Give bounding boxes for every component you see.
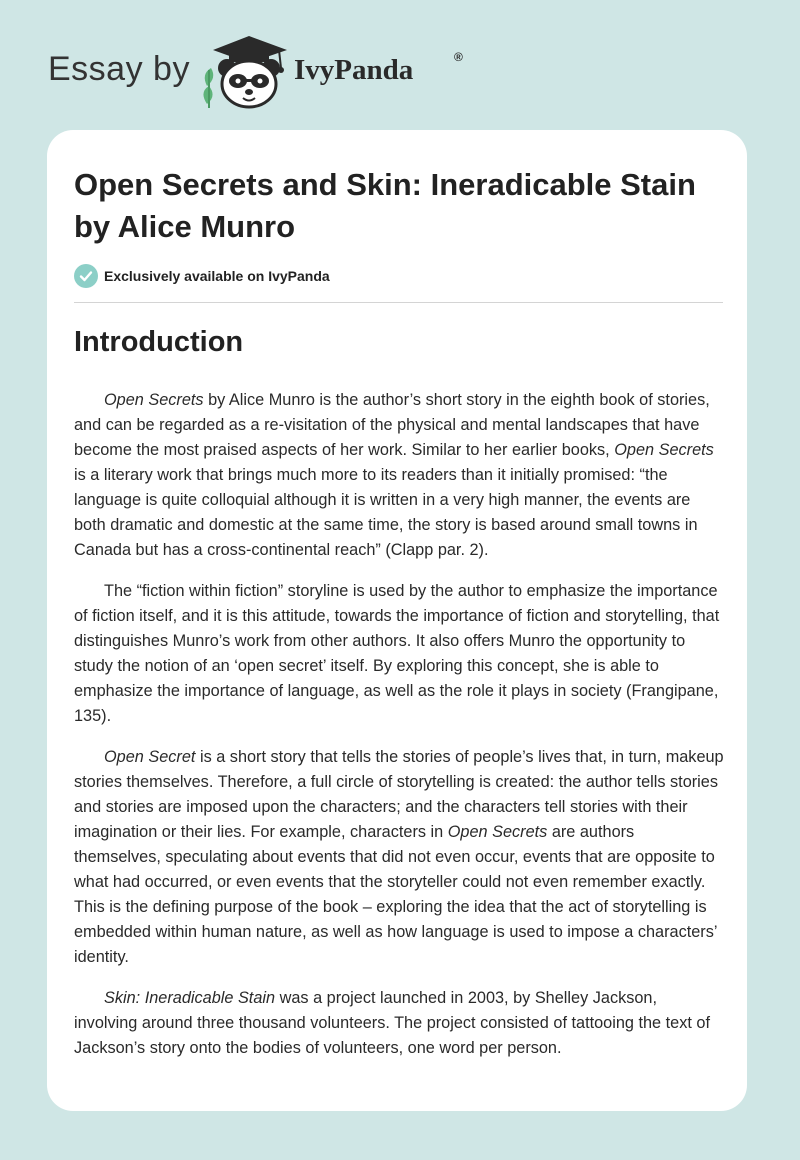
registered-mark: ®: [454, 50, 463, 64]
panda-graduate-icon: [201, 34, 291, 110]
paragraph: [74, 986, 724, 1061]
paragraph-text: by Alice Munro is the author’s short story in the eighth book of stories, and can be regarded as a re-visitation of the physical and mental landscapes that have become the most praised aspects of her work. Similar to her earlier books,: [74, 391, 710, 459]
paragraph-text: was a project launched in 2003, by Shelley Jackson, involving around three thousand volunteers. The project consisted of tattooing the text of Jackson’s story onto the bodies of volunteers, one word per person.: [74, 989, 710, 1057]
italic-title: Open Secret: [104, 748, 196, 766]
paragraph-text: is a short story that tells the stories of people’s lives that, in turn, makeup stories themselves. Therefore, a full circle of storytelling is created: the author tells stories and stories are imposed upon the characters; and the characters tell stories with their imagination or their lies. For example, characters in: [74, 748, 724, 841]
section-heading: Introduction: [74, 326, 244, 358]
italic-title: Open Secrets: [104, 391, 204, 409]
brand-name: IvyPanda: [294, 54, 414, 86]
paragraph-text: are authors themselves, speculating about events that did not even occur, events that are opposite to what had occurred, or even events that the storyteller could not even remember exactly. This is the defining purpose of the book – exploring the idea that the act of storytelling is embedded within human nature, as well as how language is used to impose a characters’ identity.: [74, 823, 717, 966]
essay-card: [47, 130, 747, 1111]
exclusive-badge: [74, 263, 330, 289]
badge-text: Exclusively available on IvyPanda: [104, 268, 330, 284]
checkmark-icon: [74, 264, 98, 288]
paragraph-text: is a literary work that brings much more to its readers than it initially promised: “the language is quite colloquial although it is written in a very high manner, the events are both dramatic and domestic at the same time, the story is based around small towns in Canada but has a cross-continental reach” (Clapp par. 2).: [74, 466, 698, 559]
italic-title: Skin: Ineradicable Stain: [104, 989, 276, 1007]
paragraph: [74, 579, 724, 729]
brand-prefix: Essay by: [48, 50, 190, 88]
divider: [74, 302, 723, 303]
paragraph-text: The “fiction within fiction” storyline is used by the author to emphasize the importance of fiction itself, and it is this attitude, towards the importance of fiction and storytelling, that distinguishes Munro’s work from other authors. It also offers Munro the opportunity to study the notion of an ‘open secret’ itself. By exploring this concept, she is able to emphasize the importance of language, as well as the role it plays in society (Frangipane, 135).: [74, 582, 720, 725]
italic-title: Open Secrets: [447, 823, 548, 841]
essay-body: [74, 388, 724, 1077]
italic-title: Open Secrets: [614, 441, 714, 459]
paragraph: [74, 745, 724, 970]
paragraph: [74, 388, 724, 563]
site-brand[interactable]: [48, 32, 468, 112]
essay-title: Open Secrets and Skin: Ineradicable Stain by Alice Munro: [74, 167, 696, 244]
